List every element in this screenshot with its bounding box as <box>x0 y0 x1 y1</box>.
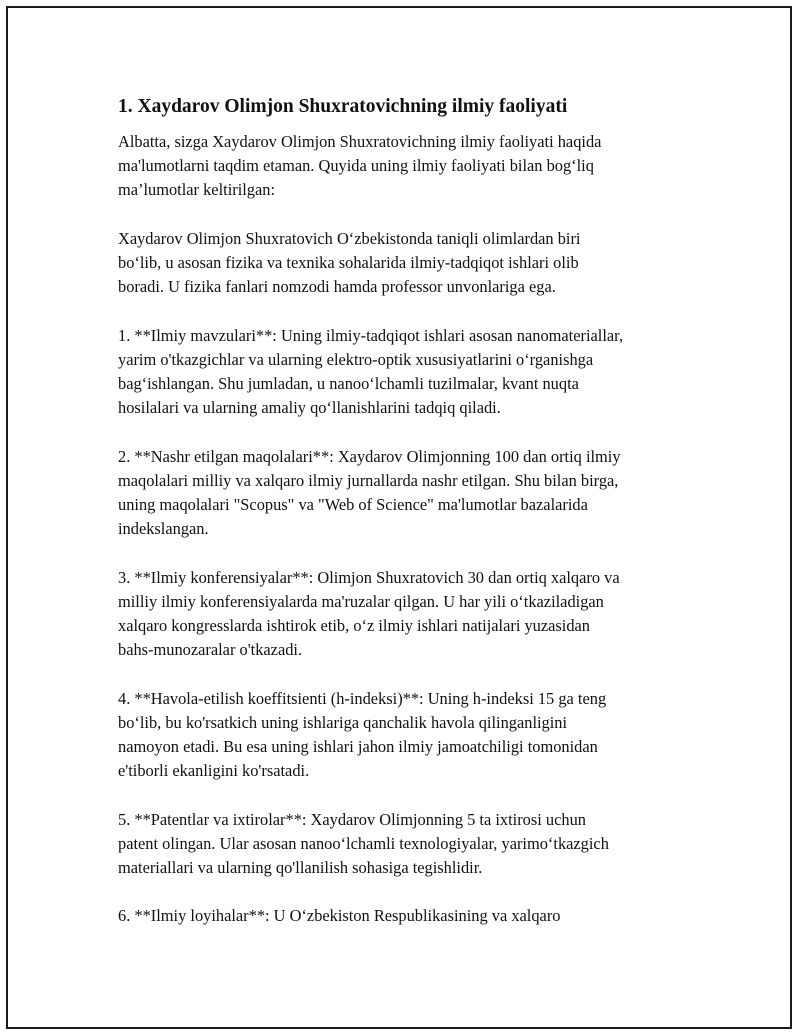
document-body <box>118 94 698 929</box>
research-topics-paragraph: 1. **Ilmiy mavzulari**: Uning ilmiy-tadqiqot ishlari asosan nanomateriallar, yarim o'tkazgichlar va ularning elektro-optik xususiyatlarini o‘rganishga bag‘ishlangan. Shu jumladan, u nanoo‘lchamli tuzilmalar, kvant nuqta hosilalari va ularning amaliy qo‘llanishlarini tadqiq qiladi. <box>118 325 624 418</box>
publications-paragraph: 2. **Nashr etilgan maqolalari**: Xaydarov Olimjonning 100 dan ortiq ilmiy maqolalari milliy va xalqaro ilmiy jurnallarda nashr etilgan. Shu bilan birga, uning maqolalari "Scopus" va "Web of Science" ma'lumotlar bazalarida indekslangan. <box>118 446 621 539</box>
h-index-paragraph: 4. **Havola-etilish koeffitsienti (h-indeksi)**: Uning h-indeksi 15 ga teng bo‘lib, bu ko'rsatkich uning ishlariga qanchalik havola qilinganligini namoyon etadi. Bu esa uning ishlari jahon ilmiy jamoatchiligi tomonidan e'tiborli ekanligini ko'rsatadi. <box>118 688 607 781</box>
document-title: 1. Xaydarov Olimjon Shuxratovichning ilmiy faoliyati <box>118 96 568 117</box>
patents-paragraph: 5. **Patentlar va ixtirolar**: Xaydarov Olimjonning 5 ta ixtirosi uchun patent olingan. Ular asosan nanoo‘lchamli texnologiyalar, yarimo‘tkazgich materiallari va ularning qo'llanilish sohasiga tegishlidir. <box>118 809 609 877</box>
projects-paragraph: 6. **Ilmiy loyihalar**: U O‘zbekiston Respublikasining va xalqaro <box>118 906 561 926</box>
conferences-paragraph: 3. **Ilmiy konferensiyalar**: Olimjon Shuxratovich 30 dan ortiq xalqaro va milliy ilmiy konferensiyalarda ma'ruzalar qilgan. U har yili o‘tkaziladigan xalqaro kongresslarda ishtirok etib, o‘z ilmiy ishlari natijalari yuzasidan bahs-munozaralar o'tkazadi. <box>118 567 620 660</box>
intro-paragraph: Albatta, sizga Xaydarov Olimjon Shuxratovichning ilmiy faoliyati haqida ma'lumotlarni taqdim etaman. Quyida uning ilmiy faoliyati bilan bog‘liq ma’lumotlar keltirilgan: <box>118 132 602 200</box>
bio-paragraph: Xaydarov Olimjon Shuxratovich O‘zbekistonda taniqli olimlardan biri bo‘lib, u asosan fizika va texnika sohalarida ilmiy-tadqiqot ishlari olib boradi. U fizika fanlari nomzodi hamda professor unvonlariga ega. <box>118 228 581 297</box>
